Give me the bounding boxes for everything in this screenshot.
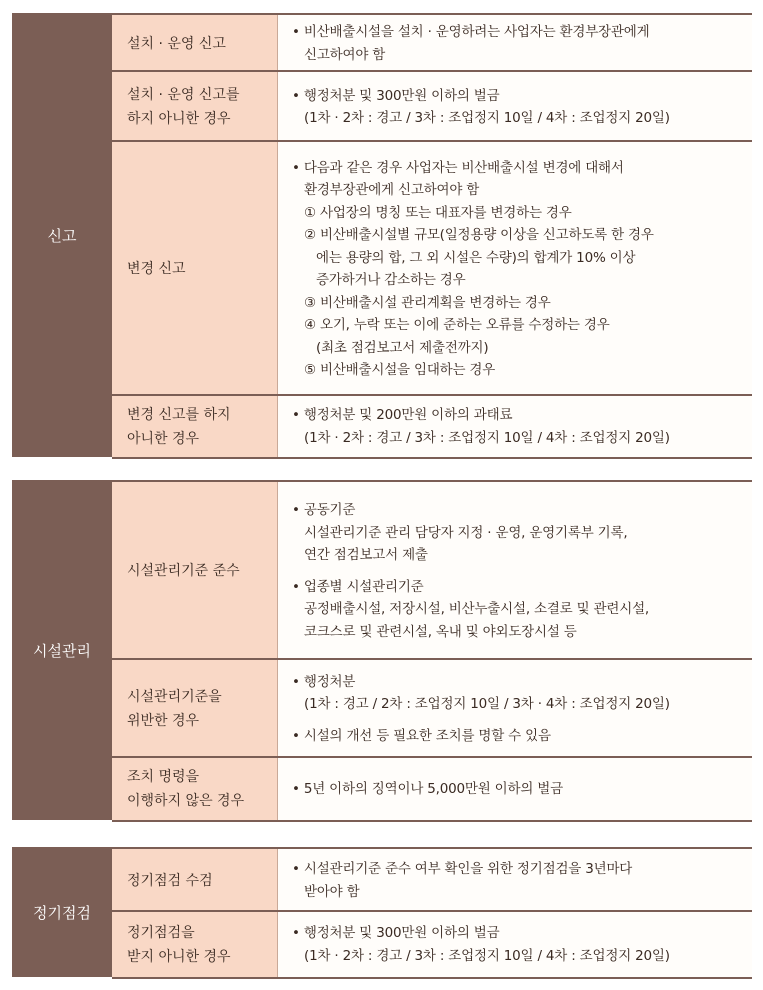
row-title [112, 72, 278, 142]
description-line: • 시설관리기준 준수 여부 확인을 위한 정기점검을 3년마다 [292, 861, 633, 877]
section-facility [12, 480, 752, 820]
row-title-line: 설치 · 운영 신고 [127, 35, 226, 52]
row-title-line: 변경 신고 [127, 261, 186, 277]
row-title [112, 142, 278, 396]
table-row [112, 394, 752, 459]
description-line: • 행정처분 및 300만원 이하의 벌금 [292, 87, 500, 104]
row-title-line: 시설관리기준을 [127, 689, 222, 705]
row-description [278, 660, 752, 758]
table-row [112, 70, 752, 142]
section-report [12, 13, 752, 457]
row-description [278, 72, 752, 142]
description-line: • 행정처분 및 300만원 이하의 벌금 [292, 925, 500, 941]
table-row [112, 658, 752, 758]
table-row [112, 756, 752, 822]
description-line: • 비산배출시설을 설치 · 운영하려는 사업자는 환경부장관에게 [292, 24, 650, 40]
description-line: 증가하거나 감소하는 경우 [316, 272, 466, 288]
row-description [278, 849, 752, 912]
description-line: • 업종별 시설관리기준 [292, 578, 424, 595]
row-title [112, 849, 278, 912]
description-line: ① 사업장의 명칭 또는 대표자를 변경하는 경우 [304, 204, 572, 221]
description-line: (1차 · 2차 : 경고 / 3차 : 조업정지 10일 / 4차 : 조업정지 20일) [304, 947, 670, 964]
row-title-line: 정기점검을 [127, 924, 195, 941]
description-line: • 5년 이하의 징역이나 5,000만원 이하의 벌금 [292, 780, 563, 797]
category-label-facility: 시설관리 [12, 480, 112, 820]
row-description [278, 758, 752, 820]
spacer [292, 716, 746, 725]
description-line: 신고하여야 함 [304, 46, 386, 63]
row-title-line: 아니한 경우 [127, 430, 200, 447]
spacer [292, 567, 746, 576]
description-line: • 시설의 개선 등 필요한 조치를 명할 수 있음 [292, 727, 551, 744]
row-title [112, 15, 278, 72]
table-row [112, 140, 752, 396]
description-line: 환경부장관에게 신고하여야 함 [304, 182, 480, 198]
description-line: 받아야 함 [304, 883, 360, 900]
row-description [278, 396, 752, 457]
row-title-line: 위반한 경우 [127, 713, 200, 729]
description-line: ④ 오기, 누락 또는 이에 준하는 오류를 수정하는 경우 [304, 317, 610, 333]
row-title [112, 912, 278, 977]
category-label-inspection: 정기점검 [12, 847, 112, 977]
description-line: ③ 비산배출시설 관리계획을 변경하는 경우 [304, 294, 551, 311]
row-title-line: 하지 아니한 경우 [127, 111, 231, 127]
table-row [112, 910, 752, 979]
row-title [112, 660, 278, 758]
table-row [112, 847, 752, 912]
description-line: (1차 · 2차 : 경고 / 3차 : 조업정지 10일 / 4차 : 조업정지 20일) [304, 429, 670, 446]
description-line: • 행정처분 [292, 673, 356, 690]
description-line: • 공동기준 [292, 502, 356, 518]
row-title-line: 변경 신고를 하지 [127, 406, 231, 423]
row-title-line: 이행하지 않은 경우 [127, 793, 245, 809]
row-title-line: 시설관리기준 준수 [127, 563, 240, 579]
description-line: 공정배출시설, 저장시설, 비산누출시설, 소결로 및 관련시설, [304, 601, 650, 617]
row-title [112, 396, 278, 457]
description-line: 코크스로 및 관련시설, 옥내 및 야외도장시설 등 [304, 623, 577, 640]
description-line: 에는 용량의 합, 그 외 시설은 수량)의 합계가 10% 이상 [316, 249, 636, 266]
row-description [278, 142, 752, 396]
row-description [278, 912, 752, 977]
description-line: • 다음과 같은 경우 사업자는 비산배출시설 변경에 대해서 [292, 159, 624, 176]
table-row [112, 13, 752, 72]
description-line: 시설관리기준 관리 담당자 지정 · 운영, 운영기록부 기록, [304, 524, 628, 541]
table-row [112, 480, 752, 660]
description-line: • 행정처분 및 200만원 이하의 과태료 [292, 407, 513, 423]
row-title-line: 설치 · 운영 신고를 [127, 87, 240, 103]
row-title [112, 482, 278, 660]
row-title-line: 정기점검 수검 [127, 872, 213, 889]
row-title-line: 조치 명령을 [127, 769, 200, 785]
description-line: 연간 점검보고서 제출 [304, 547, 428, 563]
row-title [112, 758, 278, 820]
description-line: ② 비산배출시설별 규모(일정용량 이상을 신고하도록 한 경우 [304, 227, 654, 243]
section-inspection [12, 847, 752, 977]
description-line: (1차 : 경고 / 2차 : 조업정지 10일 / 3차 · 4차 : 조업정지 20일) [304, 696, 670, 713]
description-line: (최초 점검보고서 제출전까지) [316, 339, 489, 356]
row-title-line: 받지 아니한 경우 [127, 948, 231, 965]
row-description [278, 15, 752, 72]
row-description [278, 482, 752, 660]
description-line: (1차 · 2차 : 경고 / 3차 : 조업정지 10일 / 4차 : 조업정지 20일) [304, 110, 670, 126]
category-label-report: 신고 [12, 13, 112, 457]
description-line: ⑤ 비산배출시설을 임대하는 경우 [304, 362, 496, 378]
